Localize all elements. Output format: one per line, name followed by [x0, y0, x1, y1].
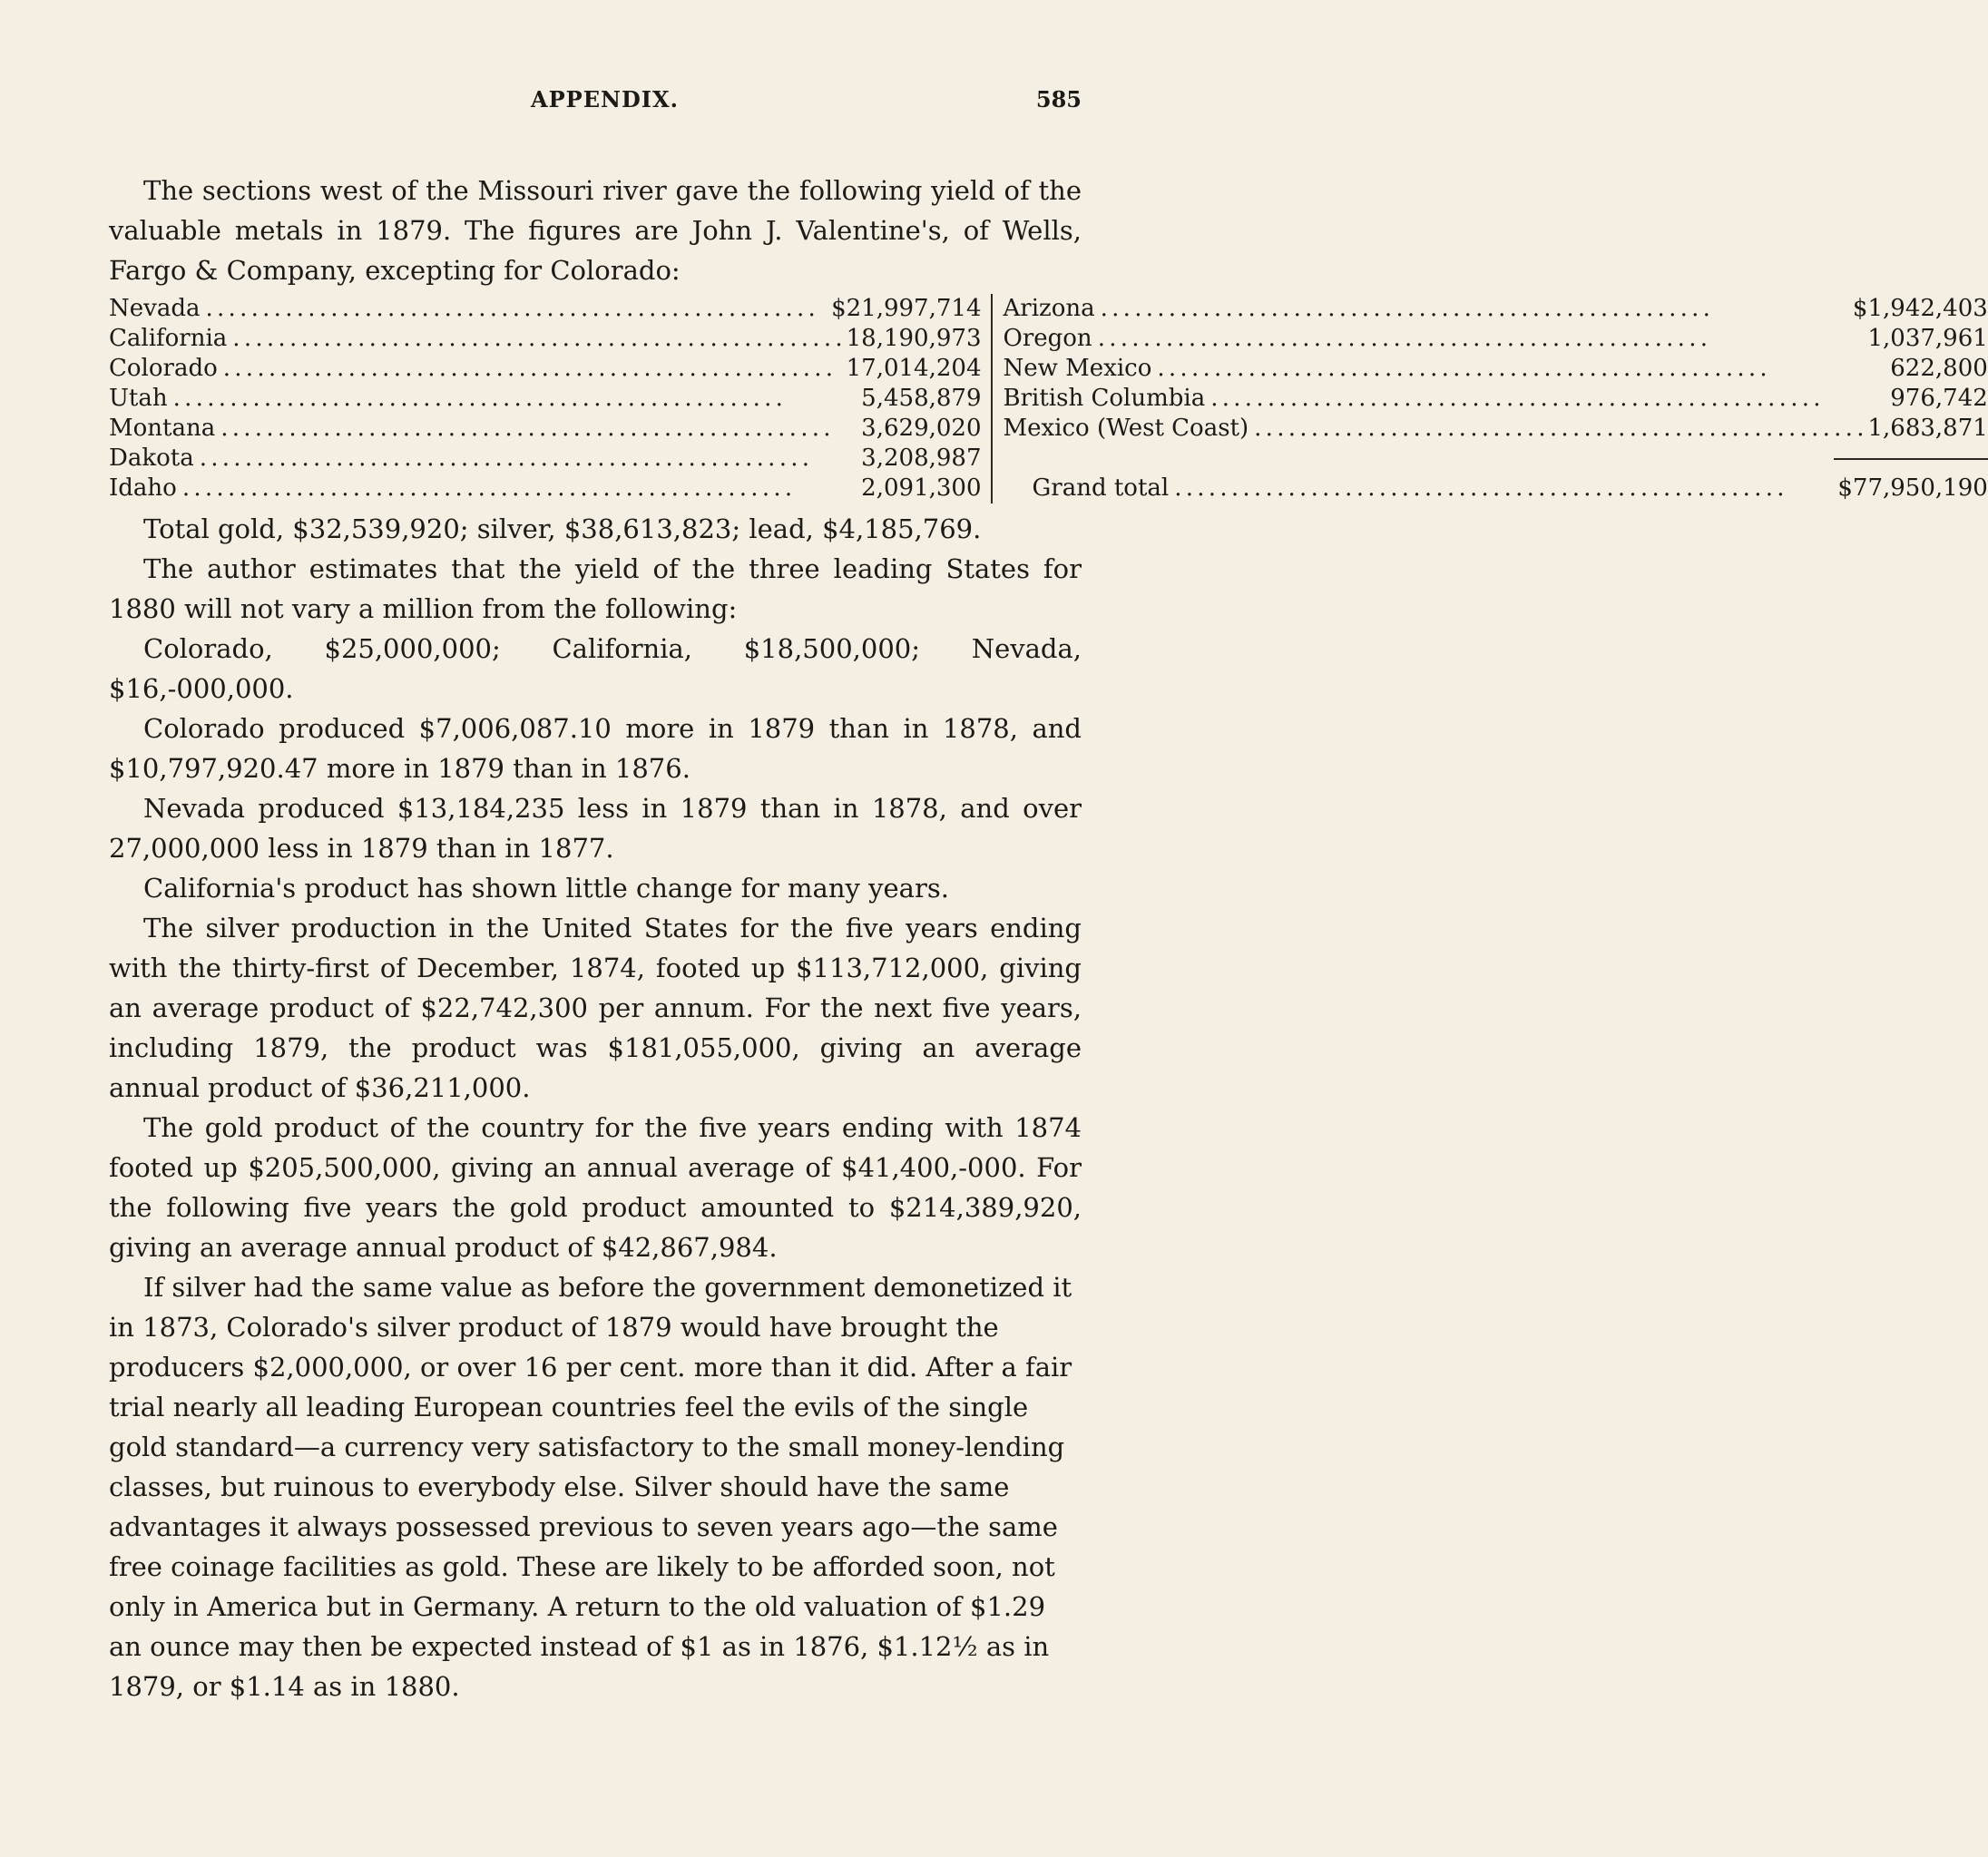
- total-rule-row: [1004, 444, 1988, 474]
- table-row: [1004, 354, 1988, 384]
- table-row: [109, 474, 982, 503]
- state-name: Mexico (West Coast): [1003, 415, 1249, 442]
- page-body: [109, 171, 1988, 1706]
- paragraph: Colorado produced $7,006,087.10 more in 1879 than in 1878, and $10,797,920.47 more in 1879 than in 1876.: [109, 713, 1082, 784]
- yield-table-left-column: [109, 294, 993, 503]
- paragraph: California's product has shown little change for many years.: [143, 873, 949, 904]
- table-row: [1004, 384, 1988, 414]
- paragraph: The author estimates that the yield of the three leading States for 1880 will not vary a million from the following:: [109, 553, 1082, 624]
- state-value: $21,997,714: [831, 295, 982, 322]
- table-row: [1004, 414, 1988, 444]
- state-value: 1,037,961: [1867, 325, 1988, 352]
- state-name: Arizona: [1003, 295, 1095, 322]
- state-name: Oregon: [1003, 325, 1092, 352]
- grand-total-row: [1004, 474, 1988, 503]
- paragraph: The silver production in the United States for the five years ending with the thirty-first of December, 1874, footed up $113,712,000, giving an average product of $22,742,300 per annum. For the next five years, including 1879, the product was $181,055,000, giving an average annual product of $36,211,000.: [109, 913, 1082, 1103]
- paragraph: The gold product of the country for the five years ending with 1874 footed up $205,500,000, giving an annual average of $41,400,-000. For the following five years the gold product amounted to $214,389,920, giving an average annual product of $42,867,984.: [109, 1112, 1082, 1263]
- grand-total-label: Grand total: [1032, 474, 1170, 502]
- grand-total-value: $77,950,190: [1837, 474, 1988, 502]
- total-rule: [1834, 458, 1988, 460]
- table-row: [1004, 294, 1988, 324]
- yield-table: [109, 294, 1988, 503]
- table-row: [109, 384, 982, 414]
- table-row: [109, 294, 982, 324]
- state-value: 1,683,871: [1867, 415, 1988, 442]
- state-value: 3,208,987: [861, 445, 982, 472]
- state-name: British Columbia: [1003, 385, 1206, 412]
- paragraph: If silver had the same value as before the government demonetized it in 1873, Colorado's silver product of 1879 would have brought the producers $2,000,000, or over 16 per cent. more than it did. After a fair trial nearly all leading European countries feel the evils of the single gold standard—a currency very satisfactory to the small money-lending classes, but ruinous to everybody else. Silver should have the same advantages it always possessed previous to seven years ago—the same free coinage facilities as gold. These are likely to be afforded soon, not only in America but in Germany. A return to the old valuation of $1.29 an ounce may then be expected instead of $1 as in 1876, $1.12½ as in 1879, or $1.14 as in 1880.: [109, 1272, 1072, 1702]
- state-name: New Mexico: [1003, 355, 1152, 382]
- paragraph: Colorado, $25,000,000; California, $18,500,000; Nevada, $16,-000,000.: [109, 633, 1082, 704]
- state-name: Dakota: [109, 445, 194, 472]
- state-value: 17,014,204: [846, 355, 982, 382]
- state-name: Utah: [109, 385, 168, 412]
- state-name: Colorado: [109, 355, 218, 382]
- intro-paragraph: The sections west of the Missouri river gave the following yield of the valuable metals in 1879. The figures are John J. Valentine's, of Wells, Fargo & Company, excepting for Colorado:: [109, 175, 1082, 286]
- state-name: Nevada: [109, 295, 201, 322]
- table-row: [109, 414, 982, 444]
- state-value: 622,800: [1890, 355, 1988, 382]
- state-value: 5,458,879: [861, 385, 982, 412]
- page-number: 585: [1035, 86, 1082, 112]
- paragraph: Nevada produced $13,184,235 less in 1879 than in 1878, and over 27,000,000 less in 1879 than in 1877.: [109, 793, 1082, 864]
- state-value: 976,742: [1890, 385, 1988, 412]
- yield-table-right-column: [993, 294, 1988, 503]
- state-value: 2,091,300: [861, 474, 982, 502]
- paragraph: Total gold, $32,539,920; silver, $38,613,823; lead, $4,185,769.: [143, 513, 982, 544]
- state-value: 18,190,973: [846, 325, 982, 352]
- table-row: [109, 324, 982, 354]
- running-header: [109, 86, 1082, 119]
- table-row: [109, 444, 982, 474]
- state-value: 3,629,020: [861, 415, 982, 442]
- table-row: [1004, 324, 1988, 354]
- table-row: [109, 354, 982, 384]
- state-name: California: [109, 325, 228, 352]
- state-name: Montana: [109, 415, 216, 442]
- running-title: APPENDIX.: [531, 86, 679, 112]
- state-value: $1,942,403: [1852, 295, 1988, 322]
- state-name: Idaho: [109, 474, 177, 502]
